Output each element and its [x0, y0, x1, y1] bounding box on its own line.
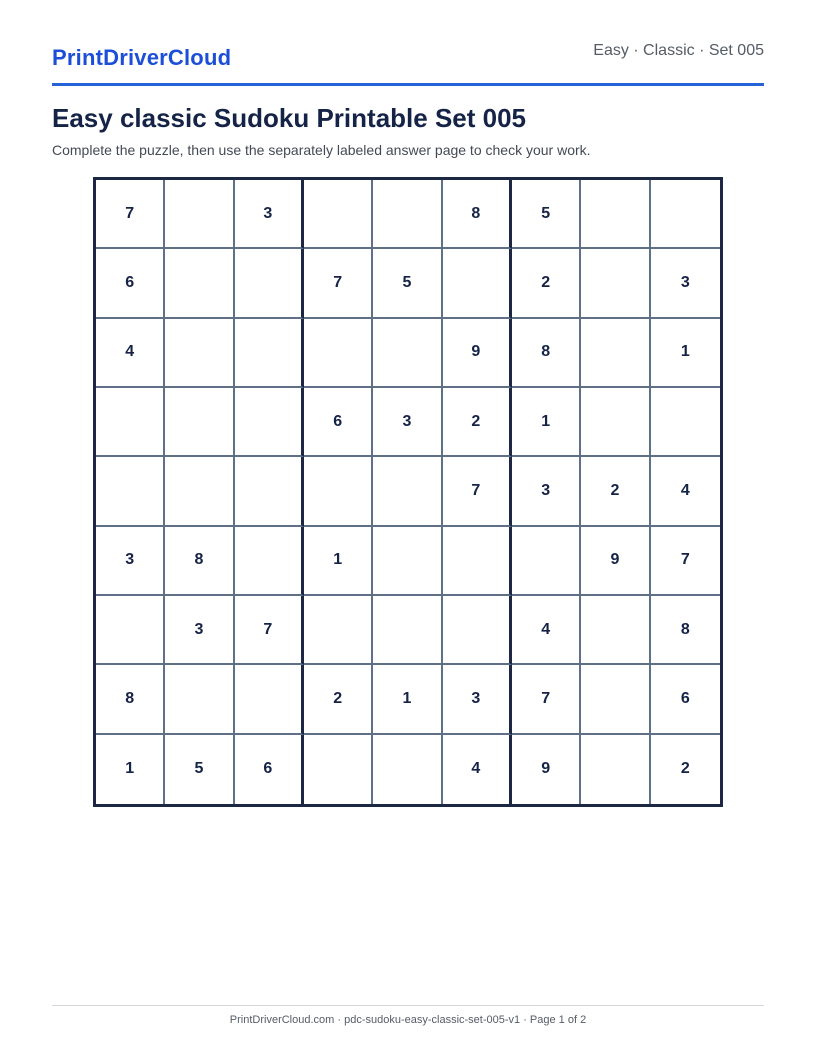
sudoku-cell-r9c7[interactable]: 9	[512, 735, 581, 804]
sudoku-cell-r7c7[interactable]: 4	[512, 596, 581, 665]
sudoku-cell-r9c9[interactable]: 2	[680, 760, 690, 778]
sudoku-cell-r5c6[interactable]: 7	[443, 457, 512, 526]
sudoku-cell-r9c5[interactable]	[373, 735, 442, 804]
sudoku-cell-r7c3[interactable]: 7	[235, 596, 304, 665]
sudoku-cell-r3c4[interactable]	[304, 319, 373, 388]
sudoku-cell-r8c8[interactable]	[581, 665, 650, 734]
sudoku-cell-r1c8[interactable]	[581, 180, 650, 249]
sudoku-cell-r8c6[interactable]: 3	[443, 665, 512, 734]
sudoku-cell-r3c5[interactable]	[373, 319, 442, 388]
sudoku-cell-r1c2[interactable]	[165, 180, 234, 249]
sudoku-cell-r5c9[interactable]: 4	[651, 457, 720, 526]
sudoku-cell-r9c3[interactable]: 6	[235, 735, 304, 804]
sudoku-cell-r6c9[interactable]: 7	[651, 527, 720, 596]
sudoku-cell-r9c1[interactable]: 1	[96, 735, 165, 804]
brand-logo[interactable]: PrintDriverCloud	[52, 45, 232, 70]
sudoku-cell-r4c6[interactable]: 2	[443, 388, 512, 457]
sudoku-cell-r6c6[interactable]	[443, 527, 512, 596]
sudoku-cell-r1c6[interactable]: 8	[443, 180, 512, 249]
sudoku-cell-r2c1[interactable]: 6	[96, 249, 165, 318]
sudoku-cell-r4c3[interactable]	[235, 388, 304, 457]
page-header	[52, 38, 764, 86]
sudoku-cell-r7c8[interactable]	[581, 596, 650, 665]
sudoku-cell-r2c6[interactable]	[443, 249, 512, 318]
sudoku-cell-r5c5[interactable]	[373, 457, 442, 526]
sudoku-cell-r8c2[interactable]	[165, 665, 234, 734]
sudoku-cell-r2c5[interactable]: 5	[373, 249, 442, 318]
sudoku-cell-r2c9[interactable]: 3	[651, 249, 720, 318]
sudoku-cell-r4c4[interactable]: 6	[304, 388, 373, 457]
sudoku-cell-r7c2[interactable]: 3	[165, 596, 234, 665]
sudoku-cell-r5c4[interactable]	[304, 457, 373, 526]
sudoku-cell-r4c5[interactable]: 3	[373, 388, 442, 457]
page-footer: PrintDriverCloud.com · pdc-sudoku-easy-classic-set-005-v1 · Page 1 of 2	[229, 1014, 587, 1026]
sudoku-cell-r3c7[interactable]: 8	[512, 319, 581, 388]
sudoku-cell-r8c3[interactable]	[235, 665, 304, 734]
footer-divider	[52, 1005, 764, 1006]
sudoku-cell-r2c7[interactable]: 2	[512, 249, 581, 318]
sudoku-cell-r6c7[interactable]	[512, 527, 581, 596]
sudoku-cell-r6c3[interactable]	[235, 527, 304, 596]
sudoku-cell-r1c4[interactable]	[304, 180, 373, 249]
sudoku-cell-r4c1[interactable]	[96, 388, 165, 457]
sudoku-cell-r2c4[interactable]: 7	[304, 249, 373, 318]
sudoku-cell-r3c8[interactable]	[581, 319, 650, 388]
sudoku-cell-r5c8[interactable]: 2	[581, 457, 650, 526]
sudoku-cell-r4c2[interactable]	[165, 388, 234, 457]
sudoku-cell-r8c5[interactable]: 1	[373, 665, 442, 734]
sudoku-cell-r3c1[interactable]: 4	[96, 319, 165, 388]
sudoku-cell-r6c1[interactable]: 3	[96, 527, 165, 596]
page-title: Easy classic Sudoku Printable Set 005	[52, 103, 527, 133]
sudoku-cell-r9c8[interactable]	[581, 735, 650, 804]
sudoku-cell-r6c2[interactable]: 8	[165, 527, 234, 596]
sudoku-cell-r5c3[interactable]	[235, 457, 304, 526]
sudoku-cell-r3c2[interactable]	[165, 319, 234, 388]
sudoku-cell-r1c5[interactable]	[373, 180, 442, 249]
sudoku-cell-r4c9[interactable]	[651, 388, 720, 457]
sudoku-cell-r3c6[interactable]: 9	[443, 319, 512, 388]
sudoku-cell-r7c1[interactable]	[96, 596, 165, 665]
sudoku-cell-r1c3[interactable]: 3	[235, 180, 304, 249]
sudoku-cell-r8c4[interactable]: 2	[304, 665, 373, 734]
sudoku-cell-r8c1[interactable]: 8	[96, 665, 165, 734]
page-subtitle: Complete the puzzle, then use the separately labeled answer page to check your work.	[52, 142, 591, 158]
sudoku-cell-r1c1[interactable]: 7	[96, 180, 165, 249]
sudoku-cell-r9c2[interactable]: 5	[165, 735, 234, 804]
sudoku-cell-r9c6[interactable]: 4	[443, 735, 512, 804]
sudoku-cell-r2c2[interactable]	[165, 249, 234, 318]
sudoku-cell-r7c5[interactable]	[373, 596, 442, 665]
sudoku-cell-r8c9[interactable]: 6	[651, 665, 720, 734]
sudoku-cell-r5c2[interactable]	[165, 457, 234, 526]
sudoku-cell-r6c5[interactable]	[373, 527, 442, 596]
sudoku-cell-r2c8[interactable]	[581, 249, 650, 318]
sudoku-cell-r9c4[interactable]	[304, 735, 373, 804]
sudoku-cell-r4c8[interactable]	[581, 388, 650, 457]
puzzle-meta: Easy · Classic · Set 005	[593, 42, 764, 59]
sudoku-cell-r1c9[interactable]	[651, 180, 720, 249]
sudoku-grid	[93, 177, 723, 807]
sudoku-cell-r3c3[interactable]	[235, 319, 304, 388]
sudoku-cell-r8c7[interactable]: 7	[512, 665, 581, 734]
sudoku-cell-r2c3[interactable]	[235, 249, 304, 318]
sudoku-cell-r3c9[interactable]: 1	[651, 319, 720, 388]
sudoku-cell-r1c7[interactable]: 5	[512, 180, 581, 249]
sudoku-cell-r6c8[interactable]: 9	[581, 527, 650, 596]
sudoku-cell-r5c1[interactable]	[96, 457, 165, 526]
sudoku-cell-r5c7[interactable]: 3	[512, 457, 581, 526]
sudoku-cell-r4c7[interactable]: 1	[512, 388, 581, 457]
sudoku-cell-r7c6[interactable]	[443, 596, 512, 665]
sudoku-cell-r7c4[interactable]	[304, 596, 373, 665]
sudoku-cell-r6c4[interactable]: 1	[304, 527, 373, 596]
sudoku-cell-r7c9[interactable]: 8	[651, 596, 720, 665]
